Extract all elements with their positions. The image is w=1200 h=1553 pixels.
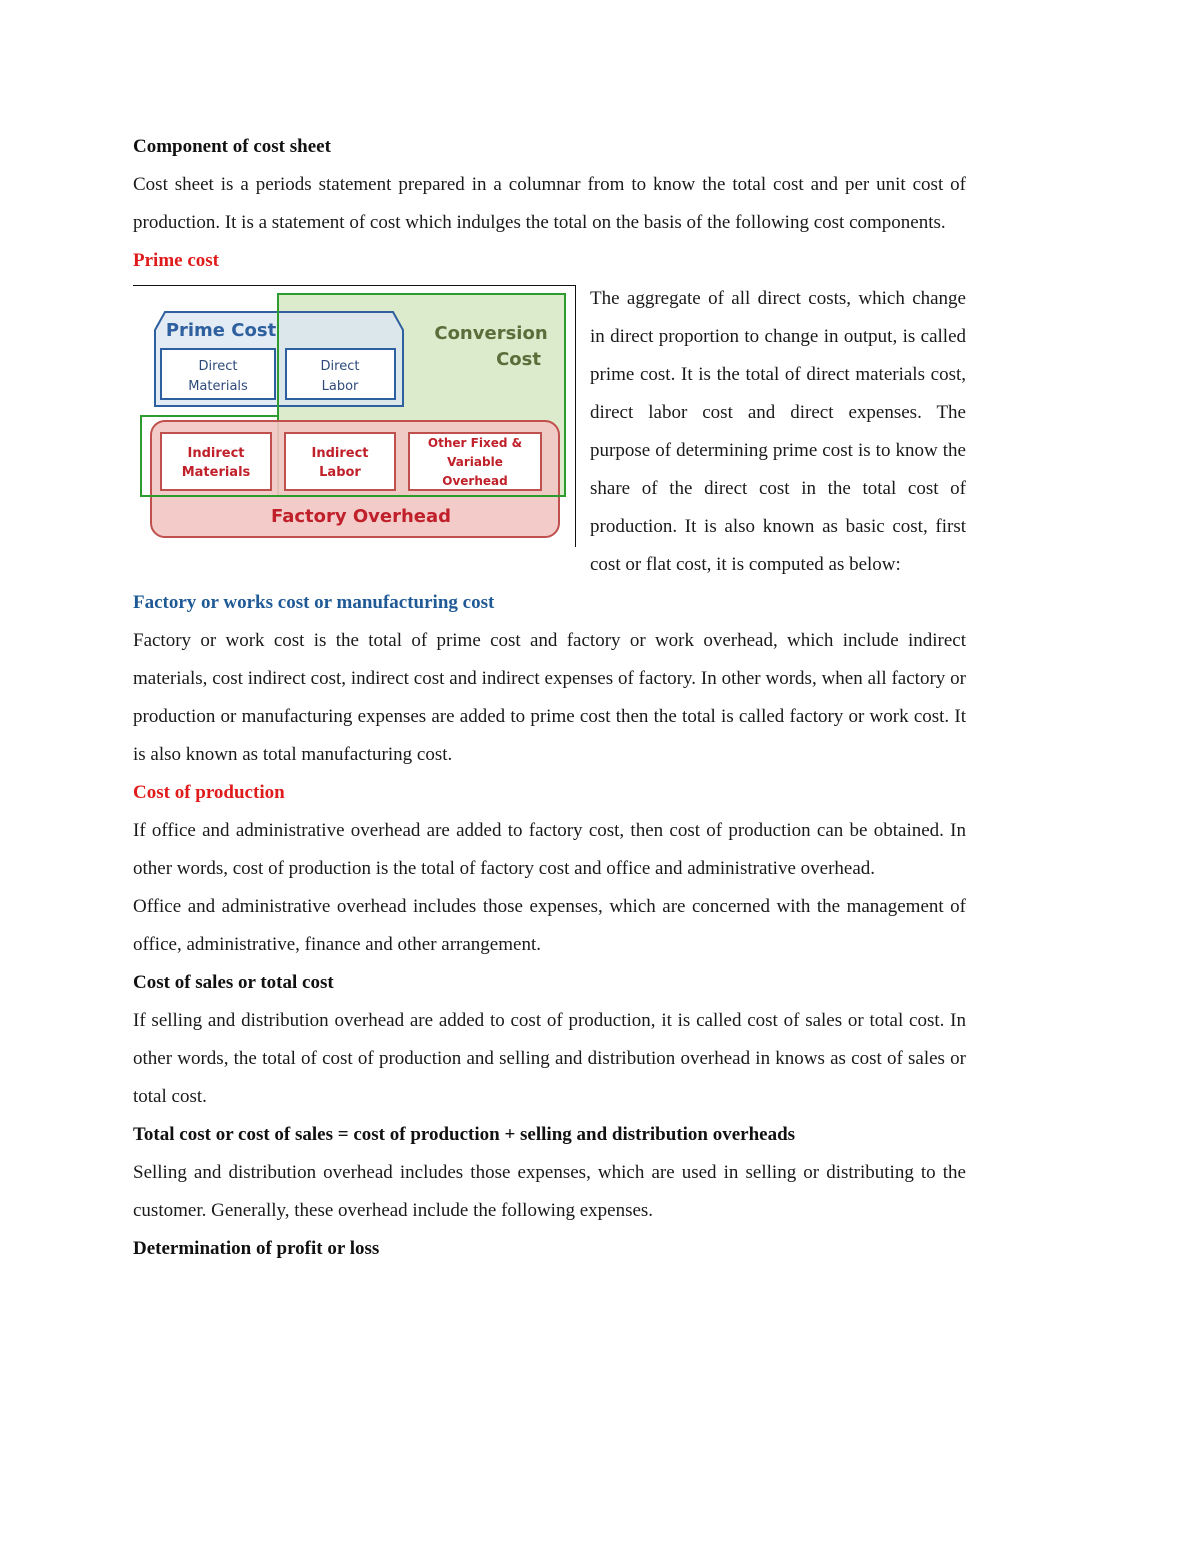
- indirect-labor-box: [285, 433, 395, 490]
- prime-cost-label: Prime Cost: [165, 320, 277, 341]
- heading-factory-cost: Factory or works cost or manufacturing cost: [133, 592, 495, 613]
- direct-materials-text-2: Materials: [188, 379, 248, 394]
- heading-prime-cost: Prime cost: [133, 250, 219, 271]
- factory-overhead-label: Factory Overhead: [270, 506, 452, 527]
- direct-labor-text-1: Direct: [320, 359, 360, 374]
- heading-cost-of-sales: Cost of sales or total cost: [133, 972, 334, 993]
- factory-cost-paragraph: Factory or work cost is the total of prime cost and factory or work overhead, which include indirect materials, cost indirect cost, indirect cost and indirect expenses of factory. In other words, when all factory or production or manufacturing expenses are added to prime cost then the total is called factory or work cost. It is also known as total manufacturing cost.: [133, 630, 966, 765]
- cost-components-diagram: [133, 285, 576, 547]
- other-overhead-text-2: Variable: [447, 455, 503, 469]
- direct-materials-text-1: Direct: [198, 359, 238, 374]
- indirect-materials-text-2: Materials: [181, 465, 251, 480]
- heading-cost-of-production: Cost of production: [133, 782, 285, 803]
- selling-overhead-paragraph: Selling and distribution overhead includes those expenses, which are used in selling or distributing to the customer. Generally, these overhead include the following expenses.: [133, 1162, 966, 1221]
- heading-components: Component of cost sheet: [133, 136, 331, 157]
- indirect-labor-text-2: Labor: [319, 465, 361, 480]
- document-page: [133, 128, 966, 1268]
- cost-of-sales-paragraph: If selling and distribution overhead are added to cost of production, it is called cost of sales or total cost. In other words, the total of cost of production and selling and distribution overhead in knows as cost of sales or total cost.: [133, 1010, 966, 1107]
- cost-of-production-paragraph-2: Office and administrative overhead includes those expenses, which are concerned with the management of office, administrative, finance and other arrangement.: [133, 896, 966, 955]
- conversion-cost-label-1: Conversion: [434, 323, 548, 344]
- cost-of-production-paragraph-1: If office and administrative overhead are added to factory cost, then cost of production can be obtained. In other words, cost of production is the total of factory cost and office and administrative overhead.: [133, 820, 966, 879]
- indirect-labor-text-1: Indirect: [311, 446, 369, 461]
- diagram-svg: [133, 286, 574, 544]
- conversion-cost-label-2: Cost: [496, 349, 541, 370]
- indirect-materials-text-1: Indirect: [187, 446, 245, 461]
- other-overhead-text-1: Other Fixed &: [427, 436, 523, 450]
- cost-of-sales-formula: Total cost or cost of sales = cost of production + selling and distribution overheads: [133, 1124, 796, 1145]
- prime-cost-paragraph: The aggregate of all direct costs, which change in direct proportion to change in output, is called prime cost. It is the total of direct materials cost, direct labor cost and direct expenses. The purpose of determining prime cost is to know the share of the direct cost in the total cost of production. It is also known as basic cost, first cost or flat cost, it is computed as below:: [590, 288, 966, 575]
- heading-profit-loss: Determination of profit or loss: [133, 1238, 380, 1259]
- other-overhead-text-3: Overhead: [442, 474, 508, 488]
- indirect-materials-box: [161, 433, 271, 490]
- direct-labor-text-2: Labor: [321, 379, 359, 394]
- intro-paragraph: Cost sheet is a periods statement prepared in a columnar from to know the total cost and per unit cost of production. It is a statement of cost which indulges the total on the basis of the following cost components.: [133, 174, 966, 233]
